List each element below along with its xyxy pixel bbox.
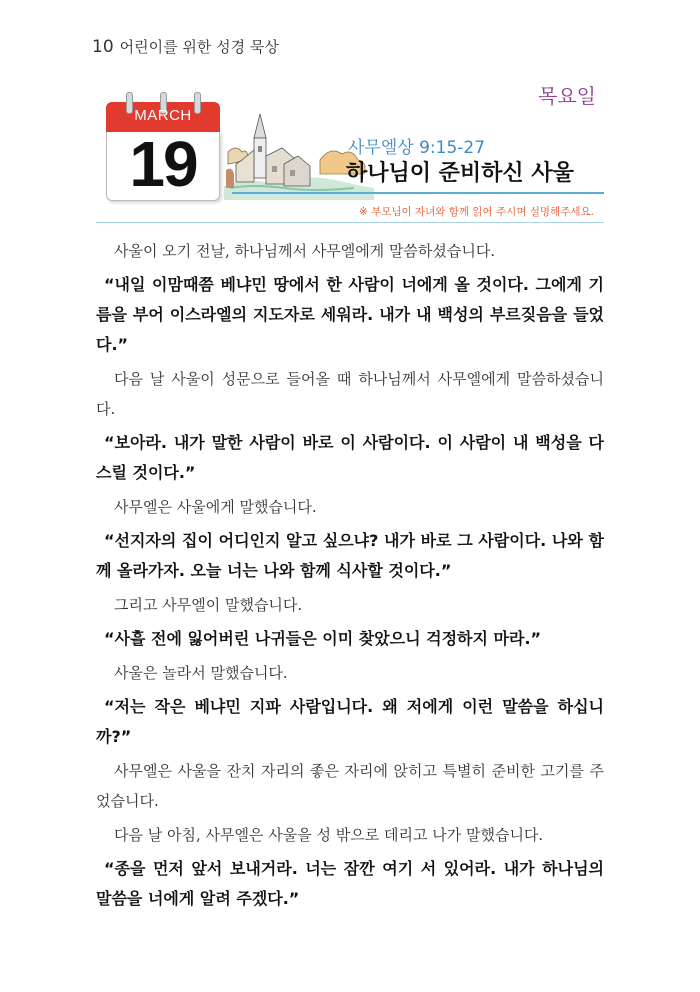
scripture-reference: 사무엘상 9:15-27 (348, 138, 486, 158)
lesson-title: 하나님이 준비하신 사울 (346, 160, 574, 186)
calendar-icon (106, 92, 220, 204)
quote-paragraph: “내일 이맘때쯤 베냐민 땅에서 한 사람이 너에게 올 것이다. 그에게 기름을 부어 이스라엘의 지도자로 세워라. 내가 내 백성의 부르짖음을 들었다.” (96, 275, 604, 354)
devotional-body (96, 236, 604, 918)
quote-paragraph: “선지자의 집이 어디인지 알고 싶으냐? 내가 바로 그 사람이다. 나와 함께 올라가자. 오늘 너는 나와 함께 식사할 것이다.” (96, 531, 604, 580)
calendar-month: MARCH (134, 107, 192, 124)
narration-paragraph: 사울은 놀라서 말했습니다. (114, 664, 288, 682)
quote-paragraph: “저는 작은 베냐민 지파 사람입니다. 왜 저에게 이런 말씀을 하십니까?” (96, 697, 604, 746)
narration-paragraph: 다음 날 사울이 성문으로 들어올 때 하나님께서 사무엘에게 말씀하셨습니다. (96, 370, 604, 418)
quote-paragraph: “종을 먼저 앞서 보내거라. 너는 잠깐 여기 서 있어라. 내가 하나님의 말씀을 너에게 알려 주겠다.” (96, 859, 604, 908)
weekday-label: 목요일 (538, 84, 596, 108)
book-title: 어린이를 위한 성경 묵상 (119, 38, 279, 56)
running-header (92, 36, 279, 57)
narration-paragraph: 사무엘은 사울에게 말했습니다. (114, 498, 317, 516)
narration-paragraph: 다음 날 아침, 사무엘은 사울을 성 밖으로 데리고 나가 말했습니다. (114, 826, 544, 844)
calendar-day: 19 (129, 128, 197, 200)
header-divider (96, 222, 604, 223)
narration-paragraph: 사울이 오기 전날, 하나님께서 사무엘에게 말씀하셨습니다. (114, 242, 496, 260)
quote-paragraph: “사흘 전에 잃어버린 나귀들은 이미 찾았으니 걱정하지 마라.” (104, 629, 542, 648)
narration-paragraph: 사무엘은 사울을 잔치 자리의 좋은 자리에 앉히고 특별히 준비한 고기를 주었습니다. (96, 762, 604, 810)
page-number: 10 (92, 37, 114, 57)
title-underline (232, 192, 604, 194)
narration-paragraph: 그리고 사무엘이 말했습니다. (114, 596, 303, 614)
quote-paragraph: “보아라. 내가 말한 사람이 바로 이 사람이다. 이 사람이 내 백성을 다스릴 것이다.” (96, 433, 604, 482)
parent-note: ※ 부모님이 자녀와 함께 읽어 주시며 설명해주세요. (358, 206, 594, 218)
